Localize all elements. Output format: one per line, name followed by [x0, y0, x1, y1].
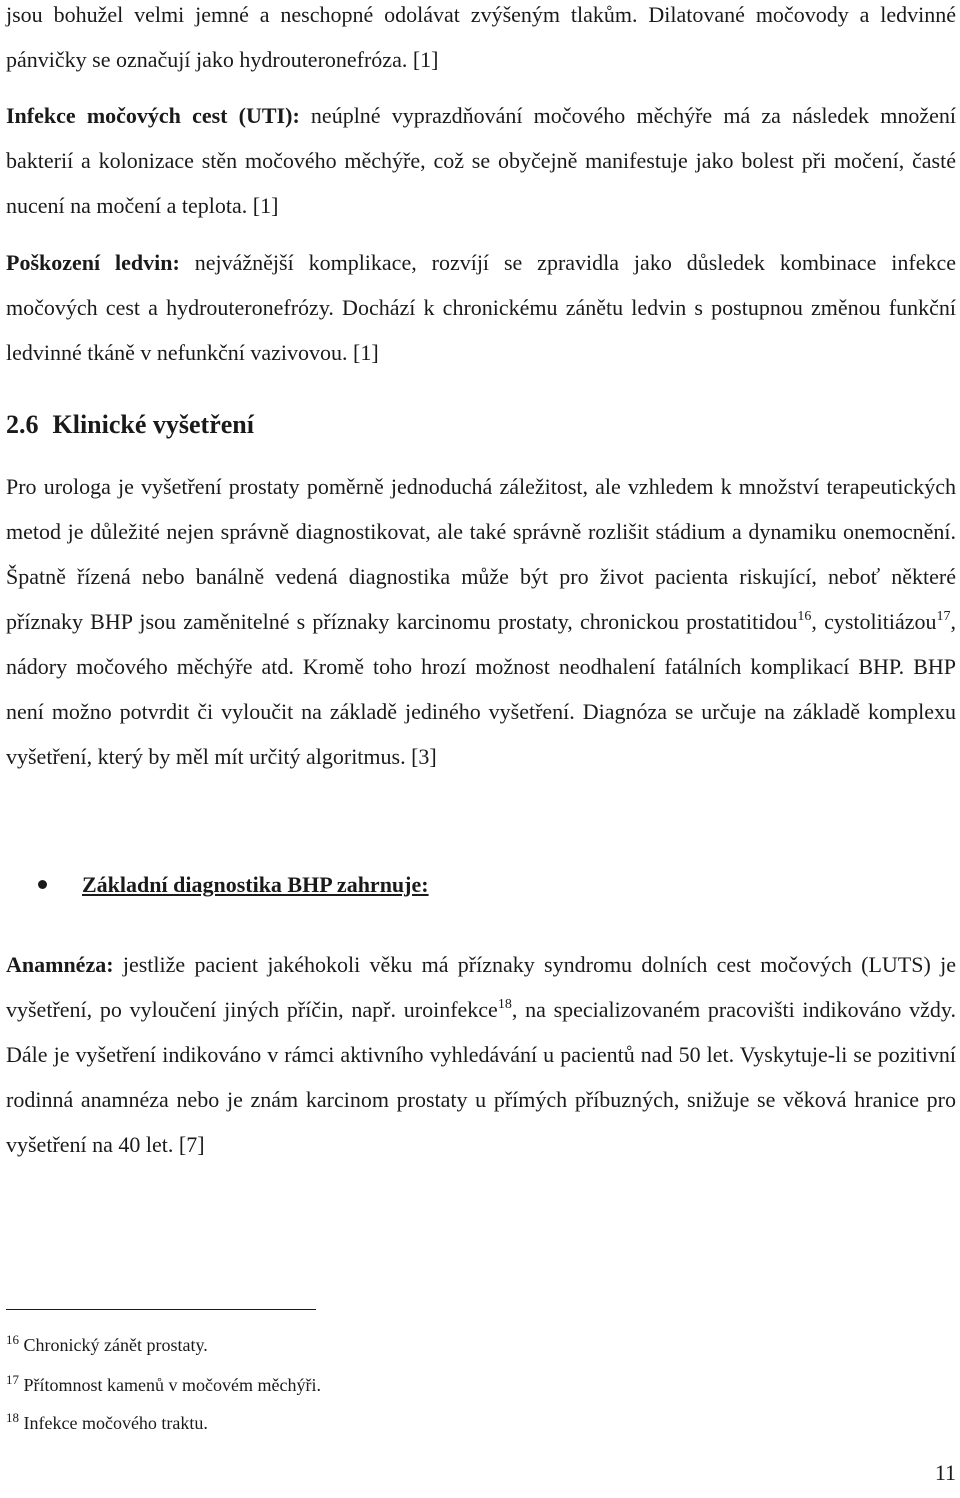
- paragraph-text: neúplné vyprazdňování močového měchýře má za následek množení bakterií a kolonizace stěn močového měchýře, což se obyčejně manifestuje jako bolest při močení, časté nucení na močení a teplota. [1]: [6, 103, 956, 218]
- footnote-text: Chronický zánět prostaty.: [23, 1335, 208, 1355]
- term-uti: Infekce močových cest (UTI):: [6, 103, 300, 128]
- term-kidney-damage: Poškození ledvin:: [6, 250, 180, 275]
- footnote-18: [6, 1412, 208, 1434]
- footnote-17: [6, 1374, 321, 1396]
- paragraph-uti: [6, 93, 956, 228]
- paragraph-text: , nádory močového měchýře atd. Kromě toho hrozí možnost neodhalení fatálních komplikací BHP. BHP není možno potvrdit či vyloučit na základě jediného vyšetření. Diagnóza se určuje na základě komplexu vyšetření, který by měl mít určitý algoritmus. [3]: [6, 609, 957, 769]
- footnote-separator: [6, 1309, 316, 1310]
- footnote-16: [6, 1334, 208, 1356]
- footnote-text: Infekce močového traktu.: [23, 1413, 208, 1433]
- paragraph-text: jsou bohužel velmi jemné a neschopné odolávat zvýšeným tlakům. Dilatované močovody a ledvinné pánvičky se označují jako hydrouteronefróza. [1]: [6, 2, 956, 72]
- section-heading: [6, 402, 254, 447]
- paragraph-kidney-damage: [6, 240, 956, 375]
- footnote-ref-16[interactable]: 16: [797, 609, 812, 624]
- paragraph-text: nejvážnější komplikace, rozvíjí se zpravidla jako důsledek kombinace infekce močových cest a hydrouteronefrózy. Dochází k chronickému zánětu ledvin s postupnou změnou funkční ledvinné tkáně v nefunkční vazivovou. [1]: [6, 250, 956, 365]
- footnote-number: 18: [6, 1410, 19, 1425]
- paragraph-text: , na specializovaném pracovišti indikováno vždy. Dále je vyšetření indikováno v rámci aktivního vyhledávání u pacientů nad 50 let. Vyskytuje-li se pozitivní rodinná anamnéza nebo je znám karcinom prostaty u přímých příbuzných, snižuje se věková hranice pro vyšetření na 40 let. [7]: [6, 997, 956, 1157]
- paragraph-clinical-exam: [6, 464, 956, 779]
- paragraph-text: jestliže pacient jakéhokoli věku má příznaky syndromu dolních cest močových (LUTS) je vyšetření, po vyloučení jiných příčin, např. uroinfekce: [6, 952, 956, 1022]
- paragraph-hydronephrosis: [6, 0, 956, 82]
- bullet-label: Základní diagnostika BHP zahrnuje:: [82, 872, 429, 897]
- section-title: Klinické vyšetření: [52, 410, 254, 439]
- page-number: 11: [934, 1460, 956, 1485]
- footnote-ref-17[interactable]: 17: [936, 609, 951, 624]
- footnote-ref-18[interactable]: 18: [497, 997, 512, 1012]
- footnote-text: Přítomnost kamenů v močovém měchýři.: [23, 1375, 321, 1395]
- paragraph-text: Pro urologa je vyšetření prostaty poměrně jednoduchá záležitost, ale vzhledem k množství terapeutických metod je důležité nejen správně diagnostikovat, ale také správně rozlišit stádium a dynamiku onemocnění. Špatně řízená nebo banálně vedená diagnostika může být pro život pacienta riskující, neboť některé příznaky BHP jsou zaměnitelné s příznaky karcinomu prostaty, chronickou prostatitidou: [6, 474, 956, 634]
- paragraph-text: , cystolitiázou: [811, 609, 937, 634]
- footnote-number: 16: [6, 1332, 19, 1347]
- section-number: 2.6: [6, 410, 39, 439]
- bullet-dot-icon: [38, 880, 47, 889]
- footnote-number: 17: [6, 1372, 19, 1387]
- term-anamnesis: Anamnéza:: [6, 952, 114, 977]
- paragraph-anamnesis: [6, 942, 956, 1167]
